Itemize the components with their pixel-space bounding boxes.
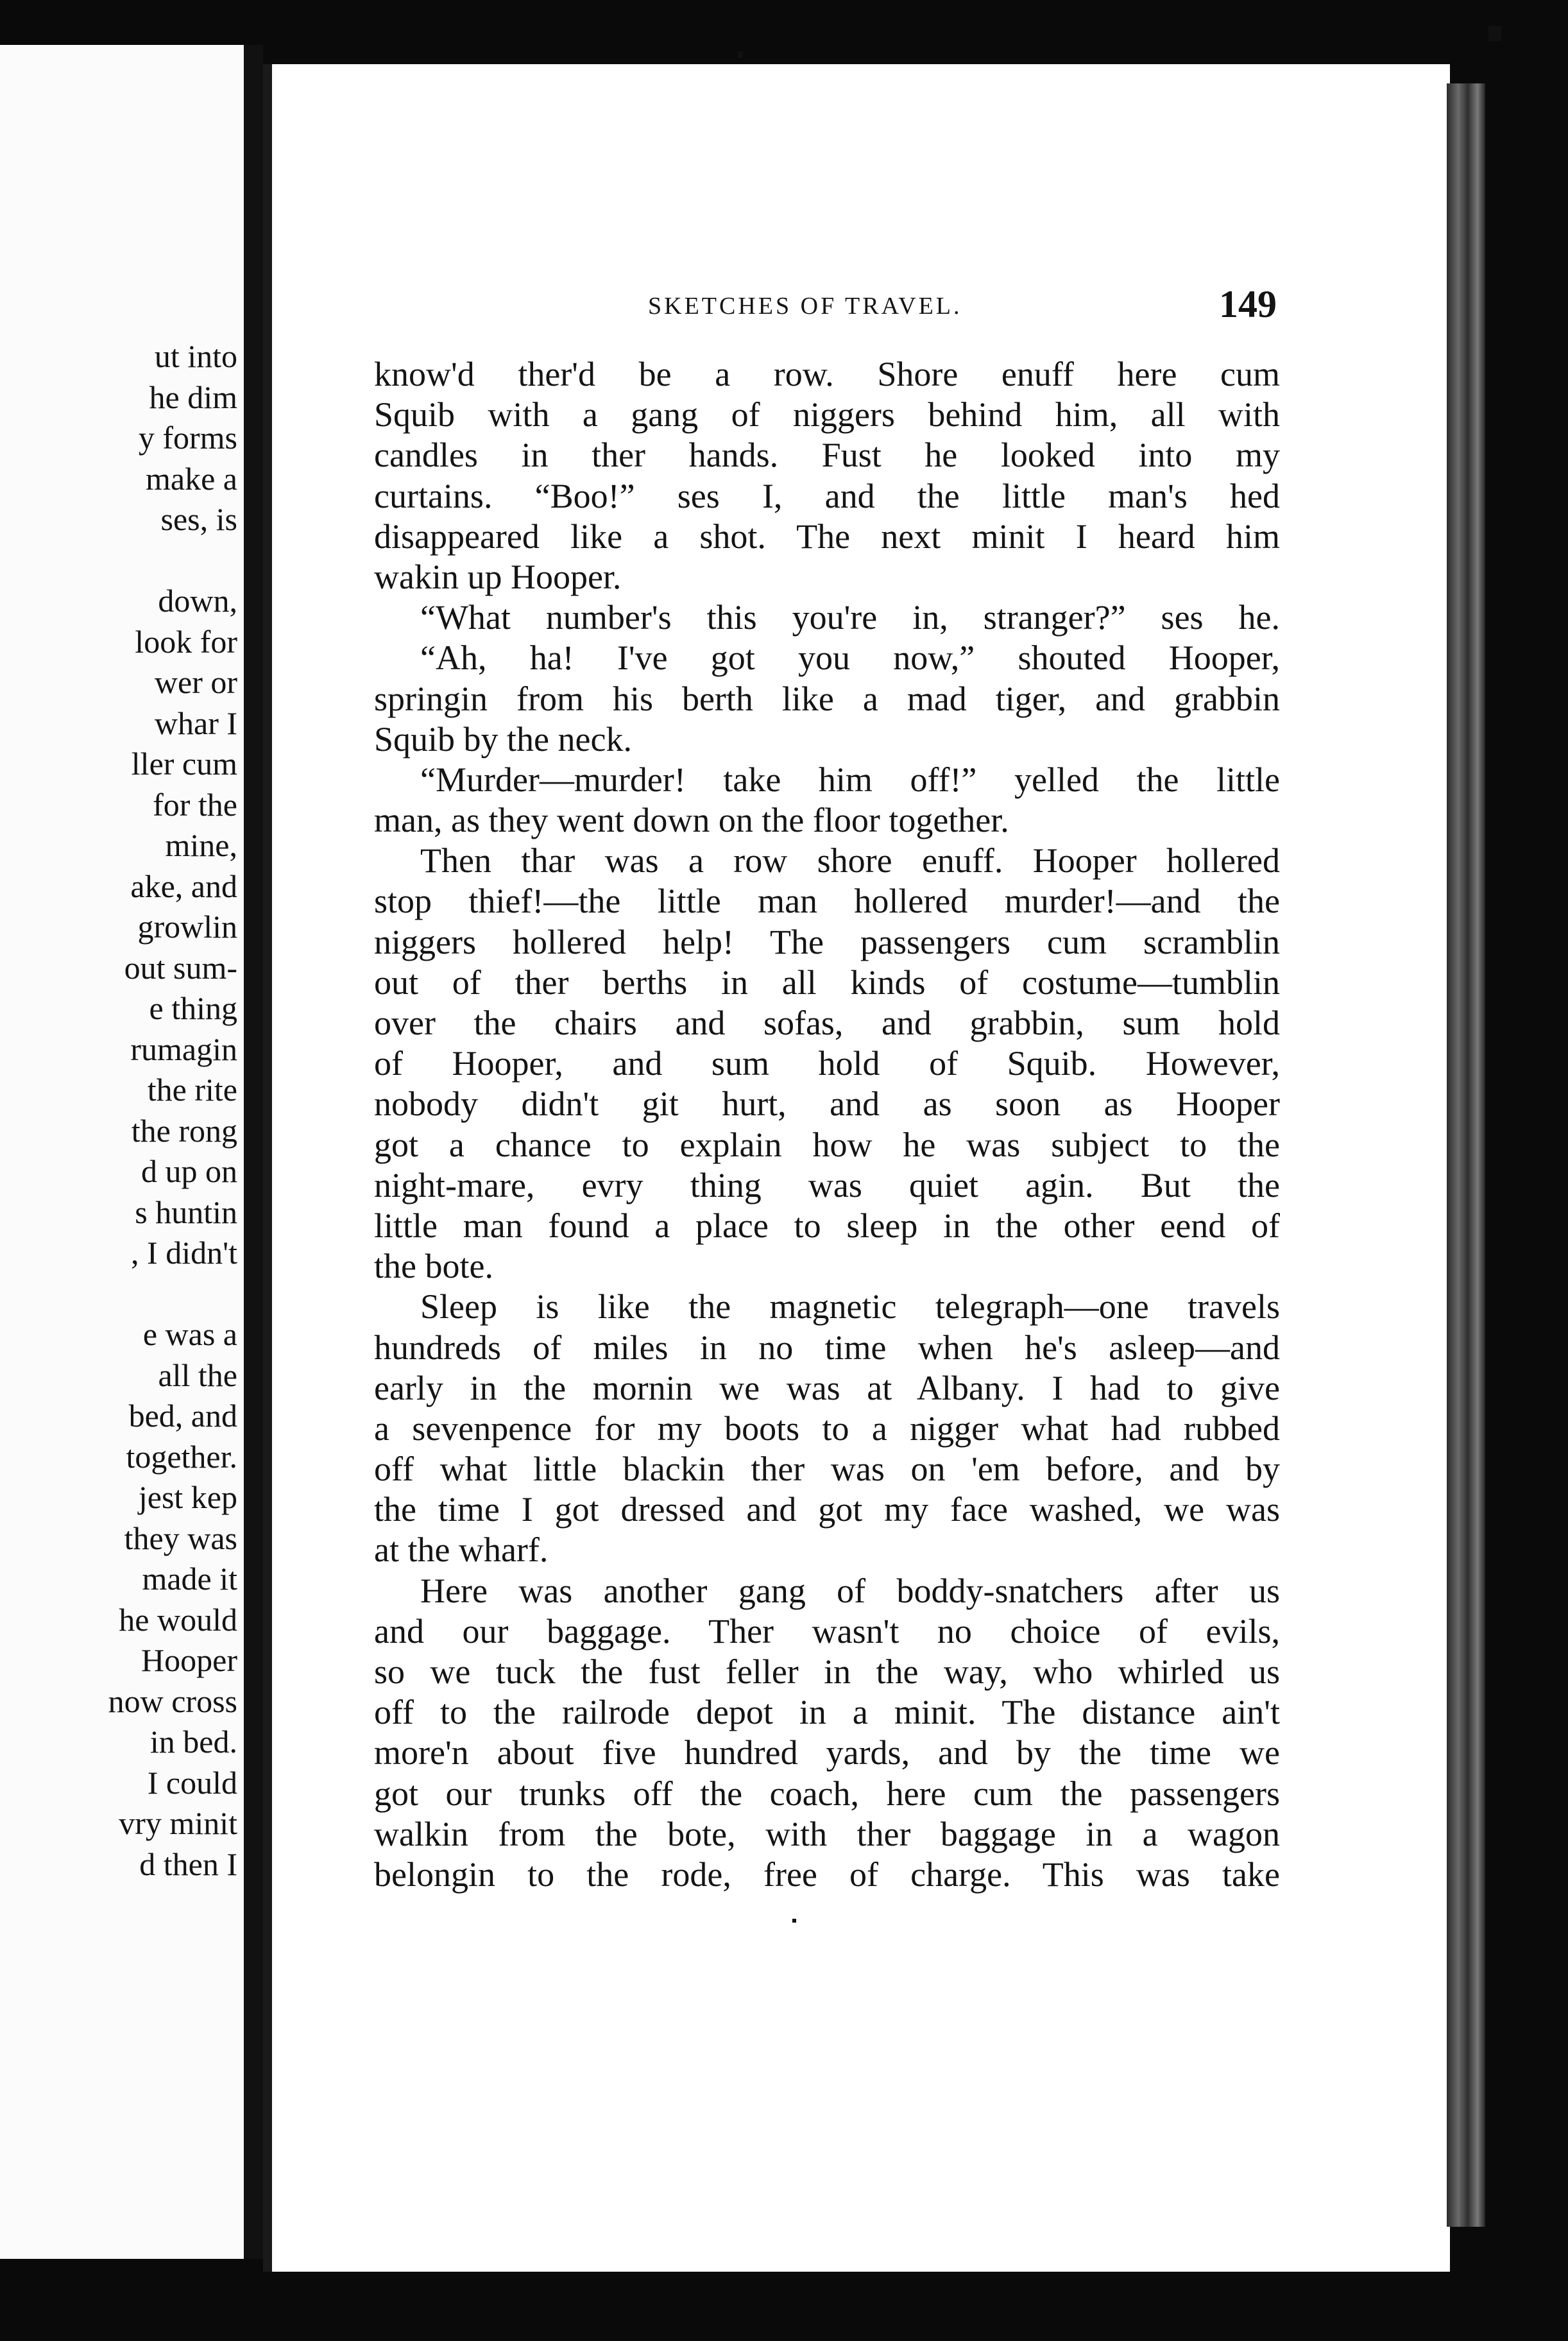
text-line: of Hooper, and sum hold of Squib. However, bbox=[374, 1044, 1280, 1083]
previous-page-line: together. bbox=[126, 1438, 237, 1475]
previous-page-line: in bed. bbox=[149, 1724, 237, 1760]
scan-speck bbox=[1488, 26, 1501, 41]
previous-page-line: d then I bbox=[139, 1846, 237, 1882]
previous-page-line: e thing bbox=[149, 990, 237, 1026]
text-line: curtains. “Boo!” ses I, and the little man's hed bbox=[374, 476, 1280, 515]
previous-page-line: make a bbox=[146, 460, 237, 497]
text-line: off what little blackin ther was on 'em before, and by bbox=[374, 1450, 1280, 1489]
previous-page-line: whar I bbox=[154, 705, 237, 741]
text-line: stop thief!—the little man hollered murder!—and the bbox=[374, 882, 1280, 921]
previous-page-line: I could bbox=[147, 1764, 237, 1801]
previous-page-line: s huntin bbox=[135, 1194, 237, 1230]
body-text bbox=[374, 354, 1280, 1895]
previous-page-line: the rite bbox=[147, 1072, 237, 1108]
previous-page-line: the rong bbox=[131, 1112, 237, 1149]
text-line: over the chairs and sofas, and grabbin, sum hold bbox=[374, 1004, 1280, 1042]
previous-page-line: e was a bbox=[142, 1316, 237, 1352]
previous-page-line: now cross bbox=[108, 1683, 237, 1719]
text-line: disappeared like a shot. The next minit I heard him bbox=[374, 517, 1280, 556]
book-gutter bbox=[244, 45, 263, 2259]
text-line: belongin to the rode, free of charge. This was take bbox=[374, 1855, 1280, 1894]
previous-page-line: down, bbox=[158, 583, 237, 619]
text-line: walkin from the bote, with ther baggage in a wagon bbox=[374, 1814, 1280, 1853]
text-line: wakin up Hooper. bbox=[374, 557, 622, 596]
previous-page-line: he would bbox=[119, 1601, 237, 1638]
previous-page-line: look for bbox=[135, 623, 237, 660]
previous-page-line: vry minit bbox=[119, 1805, 237, 1841]
previous-page-line: growlin bbox=[137, 909, 237, 945]
previous-page-line: for the bbox=[153, 786, 237, 823]
text-line: hundreds of miles in no time when he's asleep—and bbox=[374, 1328, 1280, 1367]
previous-page-line: jest kep bbox=[138, 1479, 237, 1515]
text-line: “What number's this you're in, stranger?” ses he. bbox=[420, 598, 1280, 637]
text-line: “Murder—murder! take him off!” yelled the little bbox=[420, 760, 1280, 799]
previous-page-line: , I didn't bbox=[131, 1235, 237, 1271]
text-line: so we tuck the fust feller in the way, who whirled us bbox=[374, 1652, 1280, 1691]
previous-page-line: ut into bbox=[154, 338, 237, 374]
previous-page-line: ller cum bbox=[131, 746, 237, 782]
text-line: Then thar was a row shore enuff. Hooper hollered bbox=[420, 841, 1280, 880]
page-number: 149 bbox=[1219, 283, 1277, 325]
previous-page-line: y forms bbox=[138, 420, 237, 456]
page-edges bbox=[1447, 83, 1485, 2227]
text-line: got our trunks off the coach, here cum the passengers bbox=[374, 1774, 1280, 1813]
previous-page-line: bed, and bbox=[128, 1398, 237, 1434]
text-line: out of ther berths in all kinds of costume—tumblin bbox=[374, 963, 1280, 1002]
previous-page-line: out sum- bbox=[124, 949, 237, 986]
previous-page-line: ses, is bbox=[160, 501, 237, 537]
running-head: SKETCHES OF TRAVEL. bbox=[648, 293, 962, 320]
text-line: Here was another gang of boddy-snatchers after us bbox=[420, 1571, 1280, 1610]
text-line: the time I got dressed and got my face washed, we was bbox=[374, 1490, 1280, 1529]
text-line: nobody didn't git hurt, and as soon as Hooper bbox=[374, 1085, 1280, 1124]
text-line: man, as they went down on the floor together. bbox=[374, 801, 1009, 840]
text-line: Squib with a gang of niggers behind him, all with bbox=[374, 395, 1280, 434]
previous-page-line: made it bbox=[142, 1561, 237, 1597]
text-line: got a chance to explain how he was subject to the bbox=[374, 1125, 1280, 1164]
text-line: know'd ther'd be a row. Shore enuff here cum bbox=[374, 355, 1280, 393]
text-line: niggers hollered help! The passengers cum scramblin bbox=[374, 922, 1280, 961]
text-line: and our baggage. Ther wasn't no choice of evils, bbox=[374, 1611, 1280, 1651]
text-line: Squib by the neck. bbox=[374, 719, 632, 759]
scan-speck bbox=[792, 1919, 796, 1923]
text-line: a sevenpence for my boots to a nigger what had rubbed bbox=[374, 1409, 1280, 1448]
previous-page-line: Hooper bbox=[141, 1642, 237, 1678]
text-line: Sleep is like the magnetic telegraph—one travels bbox=[420, 1287, 1280, 1326]
previous-page-line: wer or bbox=[154, 664, 237, 700]
text-line: more'n about five hundred yards, and by the time we bbox=[374, 1733, 1280, 1772]
previous-page-line: all the bbox=[158, 1357, 237, 1393]
text-line: the bote. bbox=[374, 1247, 493, 1286]
text-line: candles in ther hands. Fust he looked into my bbox=[374, 436, 1280, 475]
previous-page-fragment bbox=[0, 45, 244, 2259]
text-line: little man found a place to sleep in the other eend of bbox=[374, 1206, 1280, 1245]
text-line: off to the railrode depot in a minit. The distance ain't bbox=[374, 1693, 1280, 1732]
text-line: “Ah, ha! I've got you now,” shouted Hooper, bbox=[420, 639, 1280, 678]
text-line: at the wharf. bbox=[374, 1531, 549, 1570]
previous-page-line: mine, bbox=[165, 827, 237, 863]
previous-page-line: d up on bbox=[141, 1153, 237, 1189]
text-line: early in the mornin we was at Albany. I had to give bbox=[374, 1368, 1280, 1407]
previous-page-line: they was bbox=[124, 1520, 237, 1556]
text-line: night-mare, evry thing was quiet agin. But the bbox=[374, 1165, 1280, 1205]
previous-page-line: he dim bbox=[149, 379, 237, 415]
scan-speck bbox=[738, 51, 743, 58]
previous-page-line: rumagin bbox=[130, 1031, 237, 1067]
previous-page-line: ake, and bbox=[130, 868, 237, 904]
text-line: springin from his berth like a mad tiger, and grabbin bbox=[374, 679, 1280, 718]
